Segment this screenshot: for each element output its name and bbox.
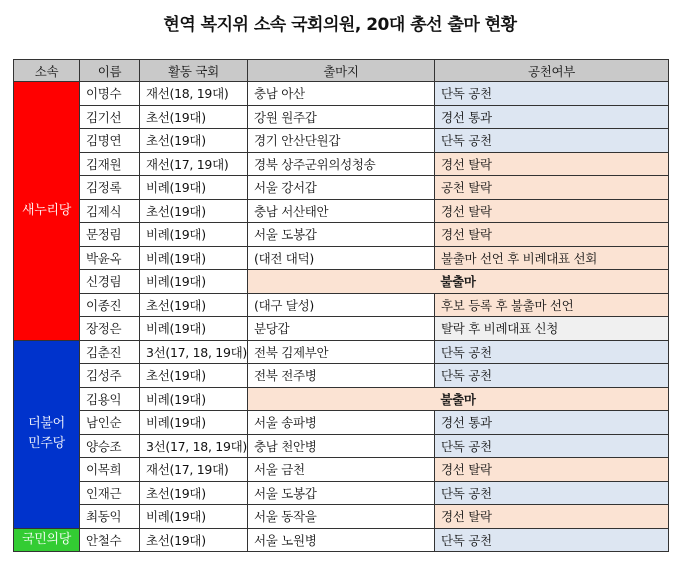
result-cell: 단독 공천	[435, 528, 669, 552]
term-cell: 비례(19대)	[140, 505, 248, 529]
term-cell: 초선(19대)	[140, 129, 248, 153]
term-cell: 재선(17, 19대)	[140, 458, 248, 482]
term-cell: 비례(19대)	[140, 246, 248, 270]
header-result: 공천여부	[435, 60, 669, 82]
table-row	[14, 152, 669, 176]
result-cell: 단독 공천	[435, 82, 669, 106]
merged-status-cell: 불출마	[248, 387, 669, 411]
header-party: 소속	[14, 60, 80, 82]
term-cell: 재선(18, 19대)	[140, 82, 248, 106]
member-name-cell: 김기선	[80, 105, 140, 129]
district-cell: 서울 도봉갑	[248, 223, 435, 247]
table-row	[14, 176, 669, 200]
table-row	[14, 411, 669, 435]
member-name-cell: 안철수	[80, 528, 140, 552]
result-cell: 불출마 선언 후 비례대표 선회	[435, 246, 669, 270]
result-cell: 탈락 후 비례대표 신청	[435, 317, 669, 341]
table-row	[14, 270, 669, 294]
member-name-cell: 문정림	[80, 223, 140, 247]
result-cell: 경선 탈락	[435, 223, 669, 247]
district-cell: 서울 노원병	[248, 528, 435, 552]
result-cell: 경선 탈락	[435, 152, 669, 176]
district-cell: 충남 천안병	[248, 434, 435, 458]
member-name-cell: 이목희	[80, 458, 140, 482]
candidate-table	[13, 59, 669, 552]
district-cell: 서울 송파병	[248, 411, 435, 435]
term-cell: 초선(19대)	[140, 528, 248, 552]
district-cell: 서울 도봉갑	[248, 481, 435, 505]
result-cell: 단독 공천	[435, 340, 669, 364]
member-name-cell: 인재근	[80, 481, 140, 505]
table-row	[14, 528, 669, 552]
member-name-cell: 이종진	[80, 293, 140, 317]
district-cell: 서울 강서갑	[248, 176, 435, 200]
term-cell: 3선(17, 18, 19대)	[140, 340, 248, 364]
table-row	[14, 458, 669, 482]
member-name-cell: 장정은	[80, 317, 140, 341]
district-cell: 충남 아산	[248, 82, 435, 106]
result-cell: 단독 공천	[435, 481, 669, 505]
member-name-cell: 신경림	[80, 270, 140, 294]
table-row	[14, 364, 669, 388]
merged-status-cell: 불출마	[248, 270, 669, 294]
header-term: 활동 국회	[140, 60, 248, 82]
district-cell: 전북 전주병	[248, 364, 435, 388]
district-cell: (대전 대덕)	[248, 246, 435, 270]
table-row	[14, 505, 669, 529]
party-cell: 더불어 민주당	[14, 340, 80, 528]
table-row	[14, 434, 669, 458]
member-name-cell: 김춘진	[80, 340, 140, 364]
district-cell: 분당갑	[248, 317, 435, 341]
table-row	[14, 105, 669, 129]
member-name-cell: 김정록	[80, 176, 140, 200]
table-row	[14, 223, 669, 247]
result-cell: 경선 통과	[435, 411, 669, 435]
page-title: 현역 복지위 소속 국회의원, 20대 총선 출마 현황	[163, 15, 517, 35]
term-cell: 비례(19대)	[140, 411, 248, 435]
result-cell: 단독 공천	[435, 434, 669, 458]
member-name-cell: 최동익	[80, 505, 140, 529]
table-row	[14, 317, 669, 341]
header-row	[14, 60, 669, 82]
term-cell: 비례(19대)	[140, 176, 248, 200]
header-name: 이름	[80, 60, 140, 82]
result-cell: 경선 탈락	[435, 505, 669, 529]
term-cell: 초선(19대)	[140, 293, 248, 317]
table-row	[14, 82, 669, 106]
member-name-cell: 이명수	[80, 82, 140, 106]
result-cell: 단독 공천	[435, 129, 669, 153]
term-cell: 비례(19대)	[140, 317, 248, 341]
table-row	[14, 129, 669, 153]
table-row	[14, 387, 669, 411]
member-name-cell: 김제식	[80, 199, 140, 223]
district-cell: 전북 김제부안	[248, 340, 435, 364]
term-cell: 비례(19대)	[140, 270, 248, 294]
party-cell: 새누리당	[14, 82, 80, 341]
member-name-cell: 남인순	[80, 411, 140, 435]
member-name-cell: 김명연	[80, 129, 140, 153]
term-cell: 3선(17, 18, 19대)	[140, 434, 248, 458]
district-cell: 강원 원주갑	[248, 105, 435, 129]
result-cell: 후보 등록 후 불출마 선언	[435, 293, 669, 317]
header-district: 출마지	[248, 60, 435, 82]
table-row	[14, 293, 669, 317]
term-cell: 비례(19대)	[140, 223, 248, 247]
result-cell: 경선 탈락	[435, 458, 669, 482]
member-name-cell: 김용익	[80, 387, 140, 411]
term-cell: 초선(19대)	[140, 481, 248, 505]
district-cell: 경기 안산단원갑	[248, 129, 435, 153]
district-cell: 경북 상주군위의성청송	[248, 152, 435, 176]
term-cell: 초선(19대)	[140, 105, 248, 129]
table-row	[14, 340, 669, 364]
table-row	[14, 246, 669, 270]
result-cell: 경선 통과	[435, 105, 669, 129]
term-cell: 초선(19대)	[140, 199, 248, 223]
member-name-cell: 박윤옥	[80, 246, 140, 270]
district-cell: 서울 동작을	[248, 505, 435, 529]
result-cell: 단독 공천	[435, 364, 669, 388]
district-cell: 서울 금천	[248, 458, 435, 482]
table-row	[14, 481, 669, 505]
member-name-cell: 김재원	[80, 152, 140, 176]
result-cell: 경선 탈락	[435, 199, 669, 223]
term-cell: 재선(17, 19대)	[140, 152, 248, 176]
term-cell: 초선(19대)	[140, 364, 248, 388]
term-cell: 비례(19대)	[140, 387, 248, 411]
table-row	[14, 199, 669, 223]
district-cell: (대구 달성)	[248, 293, 435, 317]
party-cell: 국민의당	[14, 528, 80, 552]
district-cell: 충남 서산태안	[248, 199, 435, 223]
member-name-cell: 김성주	[80, 364, 140, 388]
result-cell: 공천 탈락	[435, 176, 669, 200]
member-name-cell: 양승조	[80, 434, 140, 458]
